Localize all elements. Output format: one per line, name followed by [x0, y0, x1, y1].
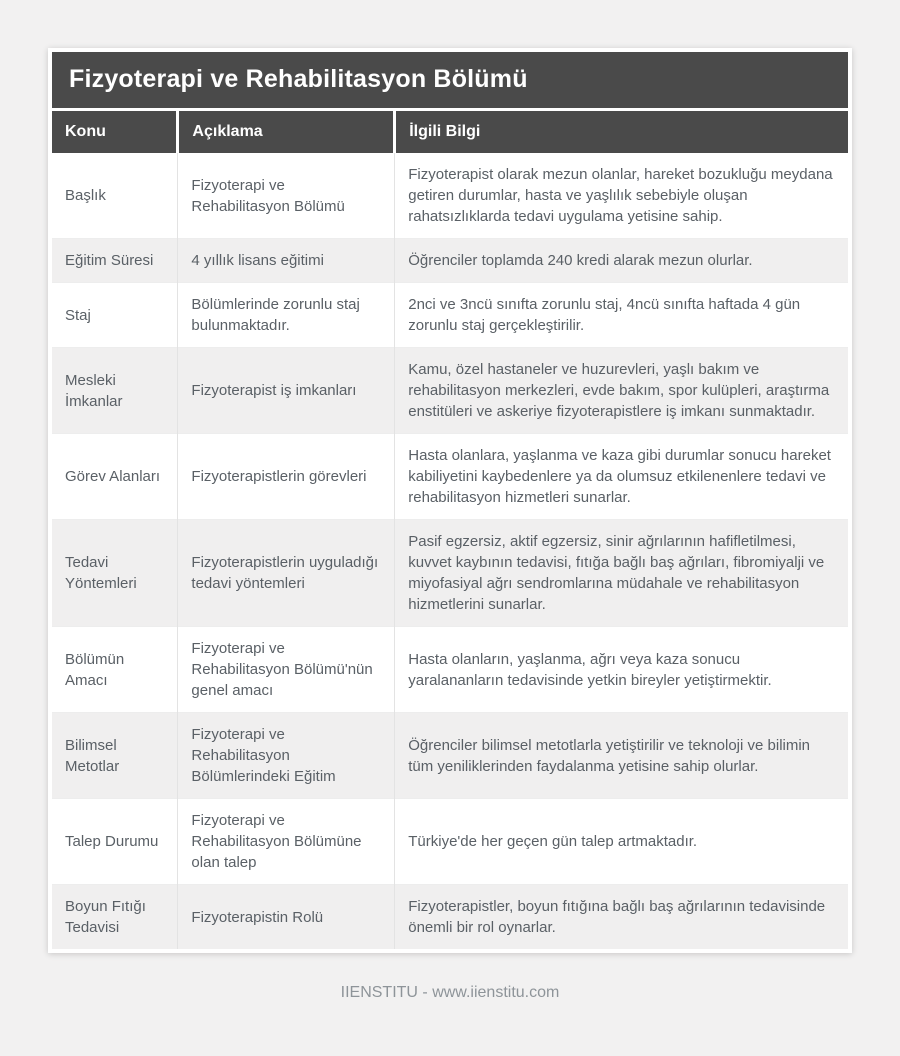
- cell-ilgili-bilgi: Hasta olanlara, yaşlanma ve kaza gibi durumlar sonucu hareket kabiliyetini kaybedenlere ya da olumsuz etkilenenlere tedavi ve rehabilitasyon hizmetleri sunarlar.: [395, 434, 848, 520]
- cell-ilgili-bilgi: Pasif egzersiz, aktif egzersiz, sinir ağrılarının hafifletilmesi, kuvvet kaybının tedavisi, fıtığa bağlı baş ağrıları, fibromiyalji ve miyofasiyal ağrı sendromlarına müdahale ve rehabilitasyon hizmetlerini sunarlar.: [395, 520, 848, 627]
- cell-ilgili-bilgi: Fizyoterapist olarak mezun olanlar, hareket bozukluğu meydana getiren durumlar, hasta ve yaşlılık sebebiyle oluşan rahatsızlıklarda tedavi uygulama yetisine sahip.: [395, 153, 848, 239]
- table-row: [52, 348, 848, 434]
- cell-konu: Staj: [52, 283, 178, 348]
- table-header: [52, 111, 848, 153]
- column-header-aciklama: Açıklama: [178, 111, 395, 153]
- cell-aciklama: Fizyoterapi ve Rehabilitasyon Bölümü: [178, 153, 395, 239]
- footer-credit: IIENSTITU - www.iienstitu.com: [340, 984, 560, 1001]
- column-header-konu: Konu: [52, 111, 178, 153]
- content-card: [48, 48, 852, 953]
- table-row: [52, 627, 848, 713]
- cell-ilgili-bilgi: Öğrenciler toplamda 240 kredi alarak mezun olurlar.: [395, 239, 848, 283]
- cell-konu: Başlık: [52, 153, 178, 239]
- cell-aciklama: Fizyoterapi ve Rehabilitasyon Bölümü'nün genel amacı: [178, 627, 395, 713]
- cell-aciklama: Fizyoterapistlerin uyguladığı tedavi yöntemleri: [178, 520, 395, 627]
- cell-aciklama: Fizyoterapistin Rolü: [178, 885, 395, 950]
- cell-aciklama: Fizyoterapistlerin görevleri: [178, 434, 395, 520]
- cell-ilgili-bilgi: Türkiye'de her geçen gün talep artmaktadır.: [395, 799, 848, 885]
- table-row: [52, 239, 848, 283]
- cell-konu: Görev Alanları: [52, 434, 178, 520]
- page-title: Fizyoterapi ve Rehabilitasyon Bölümü: [52, 52, 848, 108]
- cell-aciklama: Fizyoterapist iş imkanları: [178, 348, 395, 434]
- cell-konu: Boyun Fıtığı Tedavisi: [52, 885, 178, 950]
- cell-aciklama: Fizyoterapi ve Rehabilitasyon Bölümüne olan talep: [178, 799, 395, 885]
- cell-ilgili-bilgi: 2nci ve 3ncü sınıfta zorunlu staj, 4ncü sınıfta haftada 4 gün zorunlu staj gerçekleştirilir.: [395, 283, 848, 348]
- cell-konu: Mesleki İmkanlar: [52, 348, 178, 434]
- cell-ilgili-bilgi: Kamu, özel hastaneler ve huzurevleri, yaşlı bakım ve rehabilitasyon merkezleri, evde bakım, spor kulüpleri, araştırma enstitüleri ve askeriye fizyoterapistlere iş imkanı sunmaktadır.: [395, 348, 848, 434]
- table-row: [52, 713, 848, 799]
- cell-konu: Talep Durumu: [52, 799, 178, 885]
- table-row: [52, 520, 848, 627]
- cell-konu: Eğitim Süresi: [52, 239, 178, 283]
- column-header-ilgili-bilgi: İlgili Bilgi: [395, 111, 848, 153]
- table-body: [52, 153, 848, 949]
- cell-konu: Bölümün Amacı: [52, 627, 178, 713]
- cell-aciklama: Bölümlerinde zorunlu staj bulunmaktadır.: [178, 283, 395, 348]
- table-row: [52, 885, 848, 950]
- cell-ilgili-bilgi: Hasta olanların, yaşlanma, ağrı veya kaza sonucu yaralananların tedavisinde yetkin bireyler yetiştirmektir.: [395, 627, 848, 713]
- table-row: [52, 153, 848, 239]
- table-row: [52, 283, 848, 348]
- cell-ilgili-bilgi: Fizyoterapistler, boyun fıtığına bağlı baş ağrılarının tedavisinde önemli bir rol oynarlar.: [395, 885, 848, 950]
- cell-aciklama: 4 yıllık lisans eğitimi: [178, 239, 395, 283]
- info-table: [52, 111, 848, 949]
- cell-konu: Tedavi Yöntemleri: [52, 520, 178, 627]
- table-row: [52, 434, 848, 520]
- cell-aciklama: Fizyoterapi ve Rehabilitasyon Bölümlerindeki Eğitim: [178, 713, 395, 799]
- cell-konu: Bilimsel Metotlar: [52, 713, 178, 799]
- cell-ilgili-bilgi: Öğrenciler bilimsel metotlarla yetiştirilir ve teknoloji ve bilimin tüm yeniliklerinden faydalanma yetisine sahip olurlar.: [395, 713, 848, 799]
- table-row: [52, 799, 848, 885]
